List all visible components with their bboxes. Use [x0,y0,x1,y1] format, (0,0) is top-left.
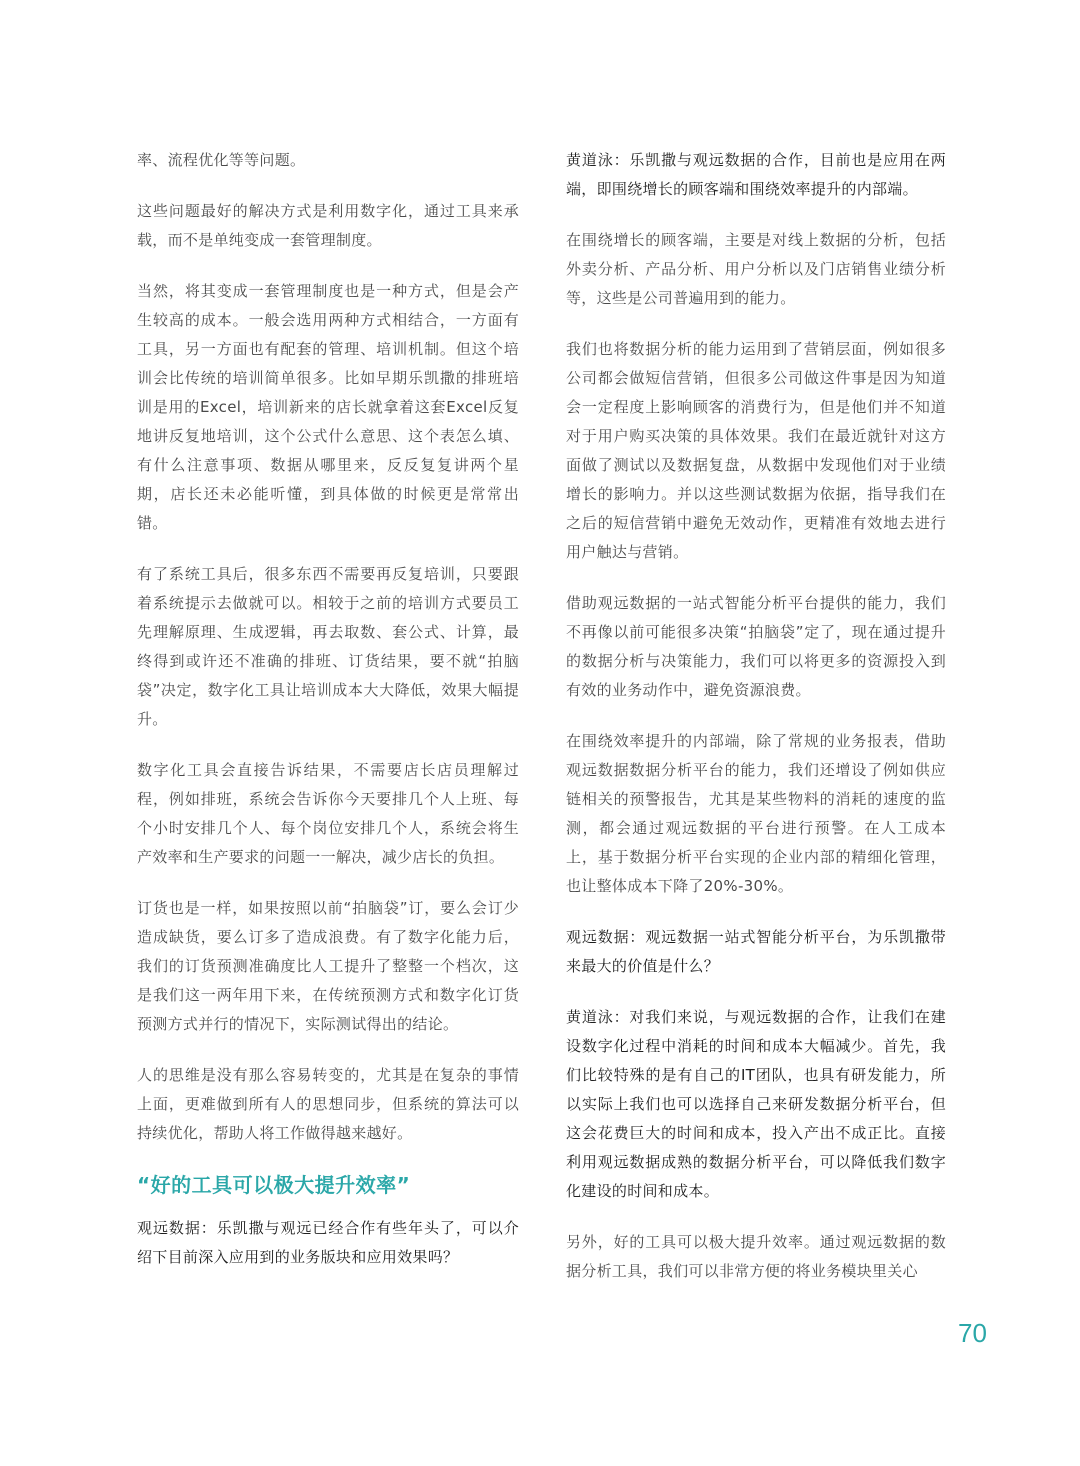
paragraph: 有了系统工具后，很多东西不需要再反复培训，只要跟着系统提示去做就可以。相较于之前的培训方式要员工先理解原理、生成逻辑，再去取数、套公式、计算，最终得到或许还不准确的排班、订货结果，要不就“拍脑袋”决定，数字化工具让培训成本大大降低，效果大幅提升。 [137,565,519,728]
interview-question: 观远数据：观远数据一站式智能分析平台，为乐凯撒带来最大的价值是什么？ [566,928,946,975]
interview-answer: 黄道泳：对我们来说，与观远数据的合作，让我们在建设数字化过程中消耗的时间和成本大幅减少。首先，我们比较特殊的是有自己的IT团队，也具有研发能力，所以实际上我们也可以选择自己来研发数据分析平台，但这会花费巨大的时间和成本，投入产出不成正比。直接利用观远数据成熟的数据分析平台，可以降低我们数字化建设的时间和成本。 [566,1008,946,1200]
paragraph: 在围绕增长的顾客端，主要是对线上数据的分析，包括外卖分析、产品分析、用户分析以及门店销售业绩分析等，这些是公司普遍用到的能力。 [566,231,946,307]
paragraph: 当然，将其变成一套管理制度也是一种方式，但是会产生较高的成本。一般会选用两种方式相结合，一方面有工具，另一方面也有配套的管理、培训机制。但这个培训会比传统的培训简单很多。比如早期乐凯撒的排班培训是用的Excel，培训新来的店长就拿着这套Excel反复地讲反复地培训，这个公式什么意思、这个表怎么填、有什么注意事项、数据从哪里来，反反复复讲两个星期，店长还未必能听懂，到具体做的时候更是常常出错。 [137,282,519,532]
paragraph: 率、流程优化等等问题。 [137,151,306,169]
page-number: 70 [958,1318,987,1348]
interview-answer: 黄道泳：乐凯撒与观远数据的合作，目前也是应用在两端，即围绕增长的顾客端和围绕效率提升的内部端。 [566,151,946,198]
interview-question: 观远数据：乐凯撒与观远已经合作有些年头了，可以介绍下目前深入应用到的业务版块和应用效果吗？ [137,1219,519,1266]
paragraph: 借助观远数据的一站式智能分析平台提供的能力，我们不再像以前可能很多决策“拍脑袋”定了，现在通过提升的数据分析与决策能力，我们可以将更多的资源投入到有效的业务动作中，避免资源浪费。 [566,594,946,699]
paragraph: 这些问题最好的解决方式是利用数字化，通过工具来承载，而不是单纯变成一套管理制度。 [137,202,519,249]
section-heading: “好的工具可以极大提升效率” [137,1173,411,1197]
right-column [566,146,946,1308]
paragraph: 数字化工具会直接告诉结果，不需要店长店员理解过程，例如排班，系统会告诉你今天要排几个人上班、每个小时安排几个人、每个岗位安排几个人，系统会将生产效率和生产要求的问题一一解决，减少店长的负担。 [137,761,519,866]
paragraph: 订货也是一样，如果按照以前“拍脑袋”订，要么会订少造成缺货，要么订多了造成浪费。有了数字化能力后，我们的订货预测准确度比人工提升了整整一个档次，这是我们这一两年用下来，在传统预测方式和数字化订货预测方式并行的情况下，实际测试得出的结论。 [137,899,519,1033]
left-column [137,146,519,1294]
paragraph: 另外，好的工具可以极大提升效率。通过观远数据的数据分析工具，我们可以非常方便的将业务模块里关心 [566,1233,946,1280]
paragraph: 我们也将数据分析的能力运用到了营销层面，例如很多公司都会做短信营销，但很多公司做这件事是因为知道会一定程度上影响顾客的消费行为，但是他们并不知道对于用户购买决策的具体效果。我们在最近就针对这方面做了测试以及数据复盘，从数据中发现他们对于业绩增长的影响力。并以这些测试数据为依据，指导我们在之后的短信营销中避免无效动作，更精准有效地去进行用户触达与营销。 [566,340,946,561]
paragraph: 在围绕效率提升的内部端，除了常规的业务报表，借助观远数据数据分析平台的能力，我们还增设了例如供应链相关的预警报告，尤其是某些物料的消耗的速度的监测，都会通过观远数据的平台进行预警。在人工成本上，基于数据分析平台实现的企业内部的精细化管理，也让整体成本下降了20%-30%。 [566,732,946,895]
paragraph: 人的思维是没有那么容易转变的，尤其是在复杂的事情上面，更难做到所有人的思想同步，但系统的算法可以持续优化，帮助人将工作做得越来越好。 [137,1066,519,1142]
